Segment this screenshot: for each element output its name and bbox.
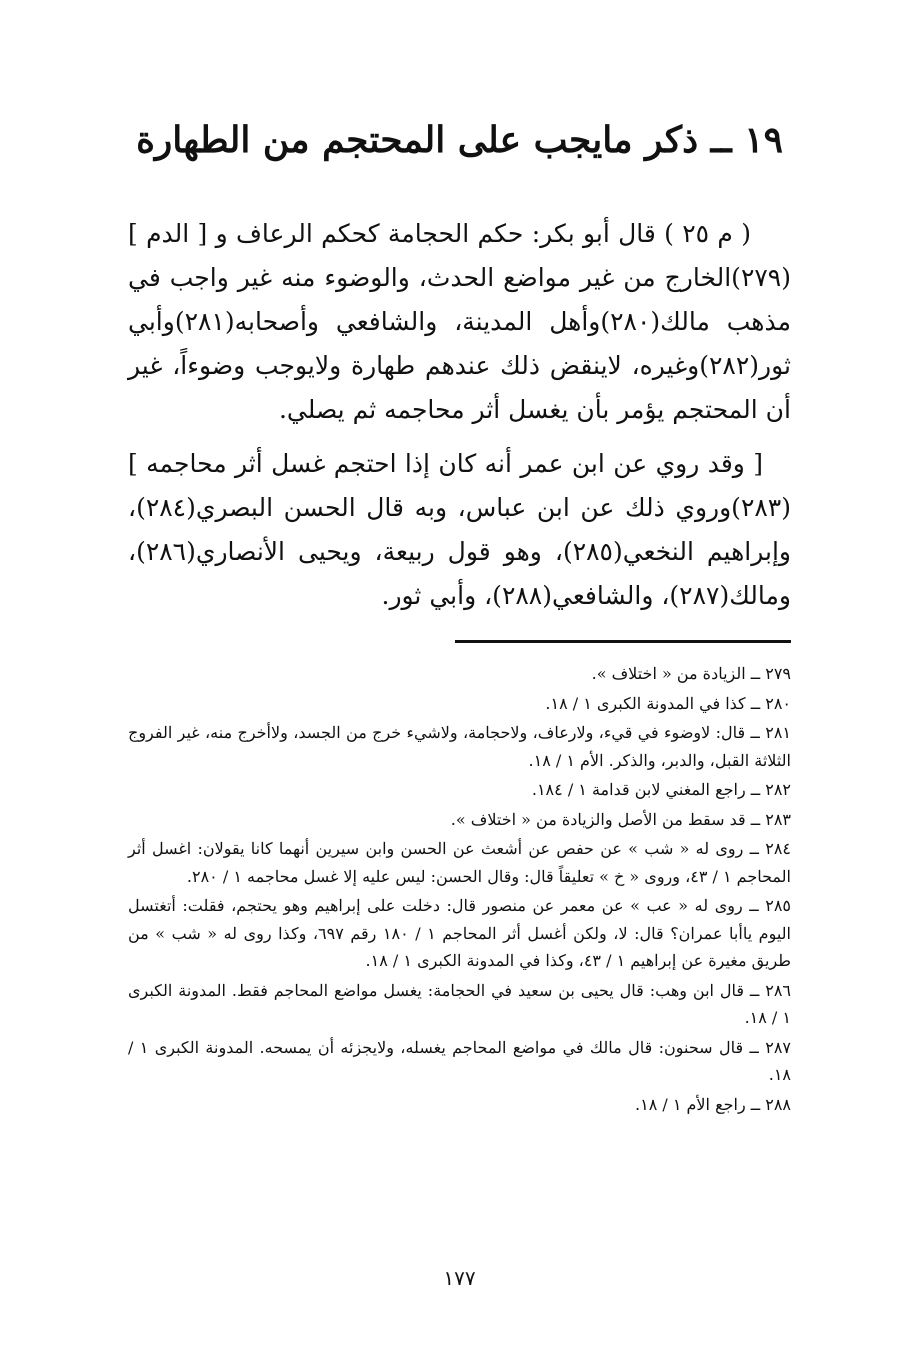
footnote-separator (455, 640, 791, 643)
page-number: ١٧٧ (443, 1266, 476, 1290)
footnote-279: ٢٧٩ ــ الزيادة من « اختلاف ». (591, 664, 791, 683)
footnote-288: ٢٨٨ ــ راجع الأم ١ / ١٨. (635, 1094, 791, 1114)
main-text (128, 212, 791, 628)
paragraph-2: [ وقد روي عن ابن عمر أنه كان إذا احتجم غسل أثر محاجمه ](٢٨٣)وروي ذلك عن ابن عباس، وبه قال الحسن البصري(٢٨٤)، وإبراهيم النخعي(٢٨٥)، وهو قول ربيعة، ويحيى الأنصاري(٢٨٦)، ومالك(٢٨٧)، والشافعي(٢٨٨)، وأبي ثور. (128, 449, 791, 610)
paragraph-1: ( م ٢٥ ) قال أبو بكر: حكم الحجامة كحكم الرعاف و [ الدم ](٢٧٩)الخارج من غير مواضع الحدث، والوضوء منه غير واجب في مذهب مالك(٢٨٠)وأهل المدينة، والشافعي وأصحابه(٢٨١)وأبي ثور(٢٨٢)وغيره، لاينقض ذلك عندهم طهارة ولايوجب وضوءاً، غير أن المحتجم يؤمر بأن يغسل أثر محاجمه ثم يصلي. (128, 219, 791, 424)
footnote-281: ٢٨١ ــ قال: لاوضوء في قيء، ولارعاف، ولاحجامة، ولاشيء خرج من الجسد، ولاأخرج منه، غير الفروج الثلاثة القبل، والدبر، والذكر. الأم ١ / ١٨. (128, 723, 792, 770)
section-title: ١٩ ــ ذكر مايجب على المحتجم من الطهارة (136, 119, 783, 161)
footnote-285: ٢٨٥ ــ روى له « عب » عن معمر عن منصور قال: دخلت على إبراهيم وهو يحتجم، فقلت: أتغتسل اليوم ياأبا عمران؟ قال: لا، ولكن أغسل أثر المحاجم ١ / ١٨٠ رقم ٦٩٧، وكذا روى له « شب » من طريق مغيرة عن إبراهيم ١ / ٤٣، وكذا في المدونة الكبرى ١ / ١٨. (128, 896, 792, 970)
footnote-283: ٢٨٣ ــ قد سقط من الأصل والزيادة من « اختلاف ». (450, 809, 791, 829)
footnote-286: ٢٨٦ ــ قال ابن وهب: قال يحيى بن سعيد في الحجامة: يغسل مواضع المحاجم فقط. المدونة الكبرى ١ / ١٨. (128, 980, 791, 1027)
footnote-280: ٢٨٠ ــ كذا في المدونة الكبرى ١ / ١٨. (545, 693, 791, 713)
footnotes (128, 660, 791, 1118)
footnote-287: ٢٨٧ ــ قال سحنون: قال مالك في مواضع المحاجم يغسله، ولايجزئه أن يمسحه. المدونة الكبرى ١ / ١٨. (128, 1037, 791, 1084)
footnote-282: ٢٨٢ ــ راجع المغني لابن قدامة ١ / ١٨٤. (531, 780, 791, 799)
footnote-284: ٢٨٤ ــ روى له « شب » عن حفص عن أشعث عن الحسن وابن سيرين أنهما كانا يقولان: اغسل أثر المحاجم ١ / ٤٣، وروى « خ » تعليقاً قال: وقال الحسن: ليس عليه إلا غسل محاجمه ١ / ٢٨٠. (128, 839, 791, 886)
